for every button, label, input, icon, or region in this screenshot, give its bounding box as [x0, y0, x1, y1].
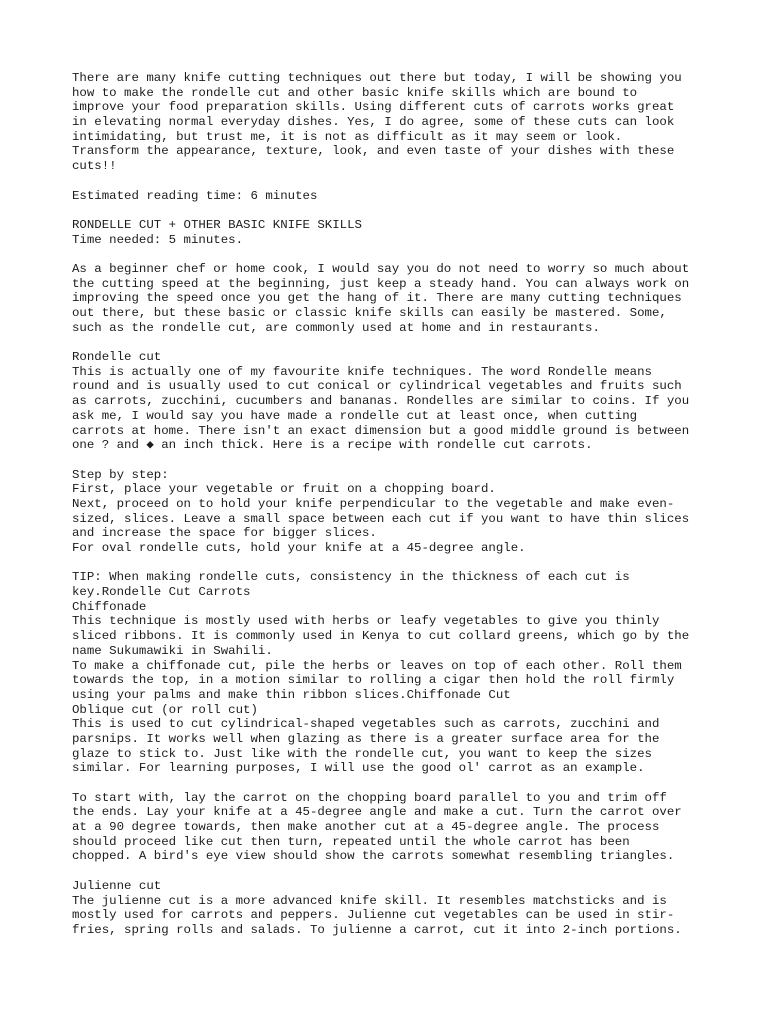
text-line: TIP: When making rondelle cuts, consistency in the thickness of each cut is — [72, 570, 630, 585]
text-line: sized, slices. Leave a small space between each cut if you want to have thin slices — [72, 511, 690, 526]
text-line: how to make the rondelle cut and other basic knife skills which are bound to — [72, 85, 638, 100]
text-line: RONDELLE CUT + OTHER BASIC KNIFE SKILLS — [72, 217, 362, 232]
text-line: The julienne cut is a more advanced knife skill. It resembles matchsticks and is — [72, 893, 667, 908]
text-line: carrots at home. There isn't an exact dimension but a good middle ground is between — [72, 423, 690, 438]
document-page — [72, 71, 712, 938]
text-line: First, place your vegetable or fruit on a chopping board. — [72, 482, 496, 497]
text-line: chopped. A bird's eye view should show the carrots somewhat resembling triangles. — [72, 849, 675, 864]
text-line: name Sukumawiki in Swahili. — [72, 643, 273, 658]
text-line: This technique is mostly used with herbs or leafy vegetables to give you thinly — [72, 614, 660, 629]
text-line: Estimated reading time: 6 minutes — [72, 188, 318, 203]
text-line: fries, spring rolls and salads. To julienne a carrot, cut it into 2-inch portions. — [72, 922, 682, 937]
text-line: improve your food preparation skills. Using different cuts of carrots works great — [72, 100, 675, 115]
text-line: There are many knife cutting techniques out there but today, I will be showing you — [72, 71, 682, 85]
text-line: out there, but these basic or classic knife skills can easily be mastered. Some, — [72, 306, 667, 320]
paragraph — [72, 350, 712, 453]
text-line: ask me, I would say you have made a rondelle cut at least once, when cutting — [72, 408, 638, 423]
text-line: the ends. Lay your knife at a 45-degree angle and make a cut. Turn the carrot over — [72, 805, 682, 820]
text-line: cuts!! — [72, 159, 117, 174]
text-line: similar. For learning purposes, I will use the good ol' carrot as an example. — [72, 761, 645, 776]
text-line: For oval rondelle cuts, hold your knife at a 45-degree angle. — [72, 541, 526, 555]
text-line: This is used to cut cylindrical-shaped vegetables such as carrots, zucchini and — [72, 717, 660, 732]
text-line: in elevating normal everyday dishes. Yes, I do agree, some of these cuts can look — [72, 115, 675, 130]
text-line: glaze to stick to. Just like with the rondelle cut, you want to keep the sizes — [72, 746, 652, 761]
text-line: such as the rondelle cut, are commonly used at home and in restaurants. — [72, 320, 600, 335]
paragraph — [72, 71, 712, 174]
text-line: Chiffonade — [72, 599, 147, 614]
text-line: Next, proceed on to hold your knife perpendicular to the vegetable and make even- — [72, 496, 675, 511]
text-line: sliced ribbons. It is commonly used in Kenya to cut collard greens, which go by the — [72, 629, 690, 644]
text-line: using your palms and make thin ribbon slices.Chiffonade Cut — [72, 687, 511, 702]
text-line: As a beginner chef or home cook, I would say you do not need to worry so much about — [72, 261, 690, 276]
text-line: intimidating, but trust me, it is not as difficult as it may seem or look. — [72, 129, 623, 144]
paragraph — [72, 262, 712, 335]
paragraph — [72, 791, 712, 864]
text-line: Step by step: — [72, 467, 169, 482]
text-line: mostly used for carrots and peppers. Julienne cut vegetables can be used in stir- — [72, 908, 675, 923]
text-line: one ? and ◆ an inch thick. Here is a recipe with rondelle cut carrots. — [72, 438, 593, 453]
text-line: Rondelle cut — [72, 350, 162, 365]
text-line: round and is usually used to cut conical or cylindrical vegetables and fruits such — [72, 379, 682, 394]
text-line: To make a chiffonade cut, pile the herbs or leaves on top of each other. Roll them — [72, 658, 682, 673]
text-line: should proceed like cut then turn, repeated until the whole carrot has been — [72, 834, 630, 849]
paragraph — [72, 189, 712, 204]
paragraph — [72, 570, 712, 776]
text-line: as carrots, zucchini, cucumbers and bananas. Rondelles are similar to coins. If you — [72, 394, 690, 409]
text-line: at a 90 degree towards, then make another cut at a 45-degree angle. The process — [72, 820, 660, 835]
text-line: Transform the appearance, texture, look, and even taste of your dishes with these — [72, 144, 675, 159]
paragraph — [72, 218, 712, 247]
text-line: Oblique cut (or roll cut) — [72, 702, 258, 717]
paragraph — [72, 879, 712, 938]
text-line: To start with, lay the carrot on the chopping board parallel to you and trim off — [72, 790, 667, 805]
text-line: key.Rondelle Cut Carrots — [72, 585, 251, 600]
text-line: This is actually one of my favourite knife techniques. The word Rondelle means — [72, 364, 652, 379]
text-line: and increase the space for bigger slices. — [72, 526, 377, 541]
text-line: Julienne cut — [72, 878, 162, 893]
paragraph — [72, 468, 712, 556]
text-line: improving the speed once you get the hang of it. There are many cutting techniques — [72, 291, 682, 306]
text-line: the cutting speed at the beginning, just keep a steady hand. You can always work on — [72, 276, 690, 291]
text-line: towards the top, in a motion similar to rolling a cigar then hold the roll firmly — [72, 673, 675, 688]
text-line: Time needed: 5 minutes. — [72, 232, 244, 247]
text-line: parsnips. It works well when glazing as there is a greater surface area for the — [72, 731, 660, 746]
